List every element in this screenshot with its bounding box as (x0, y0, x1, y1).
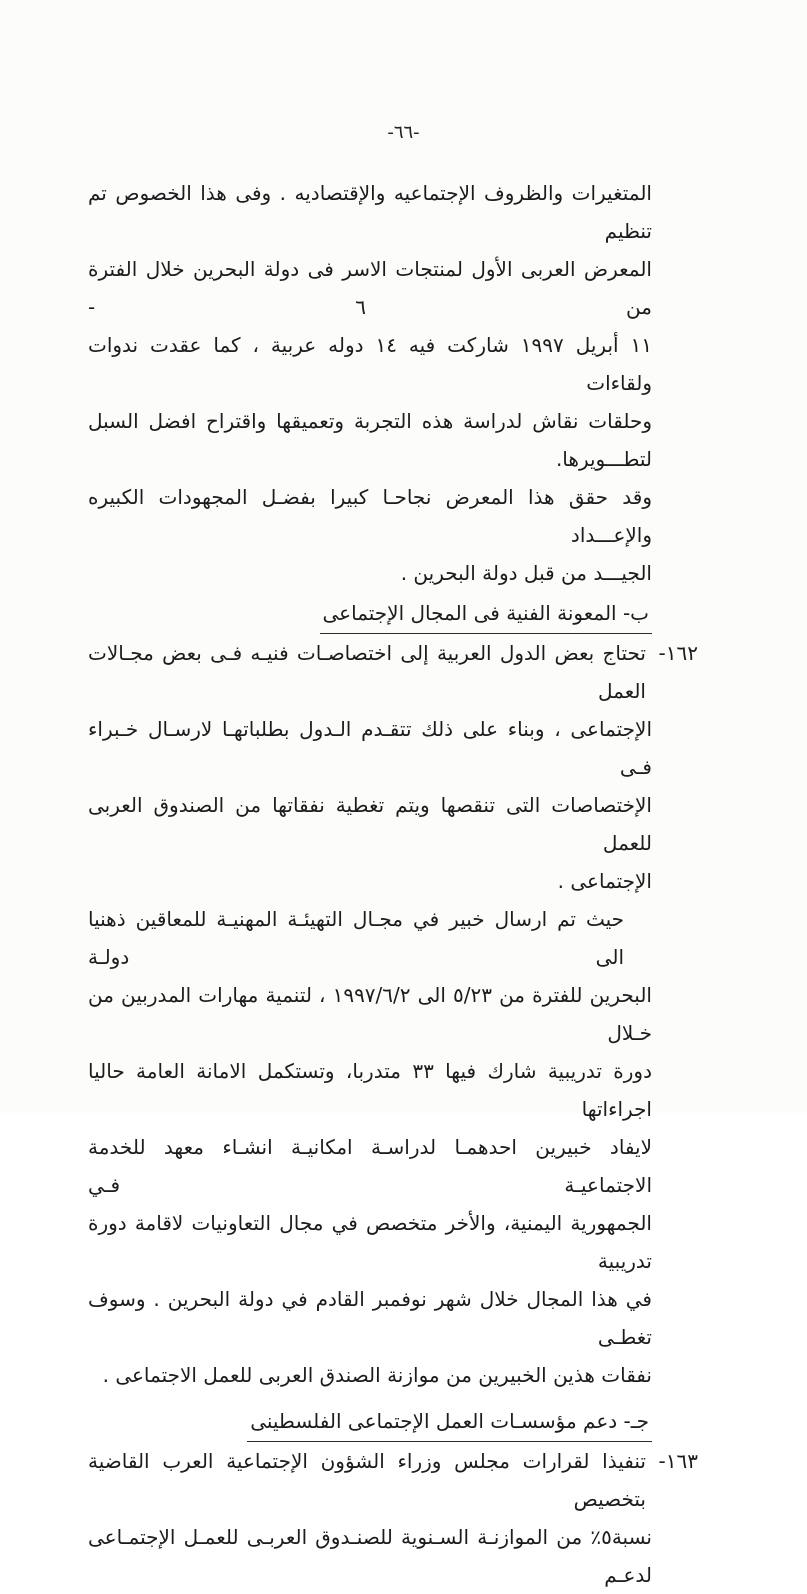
text-line-content: تنفيذا لقرارات مجلس وزراء الشؤون الإجتماعية العرب القاضية بتخصيص (88, 1449, 646, 1511)
text-line: نسبة٥٪ من الموازنـة السـنوية للصنـدوق العربـى للعمـل الإجتمـاعى لدعـم (88, 1525, 652, 1587)
text-line: الإجتماعى . (557, 869, 652, 893)
text-line: الإختصاصات التى تنقصها ويتم تغطية نفقاتها من الصندوق العربى للعمل (88, 793, 652, 855)
text-line: ١١ أبريل ١٩٩٧ شاركت فيه ١٤ دوله عربية ، كما عقدت ندوات ولقاءات (88, 333, 652, 395)
text-line: المعرض العربى الأول لمنتجات الاسر فى دولة البحرين خلال الفترة من ٦ - (88, 257, 652, 319)
text-line (88, 1442, 698, 1518)
text-line: نفقات هذين الخبيرين من موازنة الصندق العربى للعمل الاجتماعى . (102, 1363, 652, 1387)
text-line: البحرين للفترة من ٥/٢٣ الى ١٩٩٧/٦/٢ ، لتنمية مهارات المدربين من خـلال (88, 983, 652, 1045)
text-line: لايفاد خبيرين احدهمـا لدراسـة امكانيـة انشـاء معهد للخدمة الاجتماعيـة فـي (88, 1135, 652, 1197)
paragraph-number: ١٦٢- (658, 641, 698, 665)
paragraph-expert-dispatch (88, 900, 652, 1394)
text-line: المتغيرات والظروف الإجتماعيه والإقتصاديه . وفى هذا الخصوص تم تنظيم (88, 181, 652, 243)
text-line: وحلقات نقاش لدراسة هذه التجربة وتعميقها واقتراح افضل السبل لتطـــويرها. (88, 409, 652, 471)
text-line (88, 634, 698, 710)
section-heading-c (88, 1402, 652, 1442)
text-line: في هذا المجال خلال شهر نوفمبر القادم في دولة البحرين . وسوف تغطـى (88, 1287, 652, 1349)
section-heading-b (88, 594, 652, 634)
text-line: الجيـــد من قبل دولة البحرين . (400, 561, 652, 585)
section-heading-b-label: ب- المعونة الفنية فى المجال الإجتماعى (320, 596, 652, 634)
text-line: دورة تدريبية شارك فيها ٣٣ متدربا، وتستكمل الامانة العامة حاليا اجراءاتها (88, 1059, 652, 1121)
text-column (88, 174, 698, 1594)
page-number: -٦٦- (387, 122, 420, 143)
paragraph-intro (88, 174, 652, 592)
text-line: الجمهورية اليمنية، والأخر متخصص في مجال التعاونيات لاقامة دورة تدريبية (88, 1211, 652, 1273)
text-line: وقد حقق هذا المعرض نجاحـا كبيرا بفضـل المجهودات الكبيره والإعـــداد (88, 485, 652, 547)
text-line-content: تحتاج بعض الدول العربية إلى اختصاصـات فنيـه فـى بعض مجـالات العمل (88, 641, 646, 703)
paragraph-number: ١٦٣- (658, 1449, 698, 1473)
text-line: حيث تم ارسال خبير في مجـال التهيئـة المهنيـة للمعاقين ذهنيا الى دولـة (88, 907, 624, 969)
text-line: الإجتماعى ، وبناء على ذلك تتقـدم الـدول بطلباتهـا لارسـال خـبراء فـى (88, 717, 652, 779)
paragraph-163 (88, 1442, 698, 1594)
paragraph-162 (88, 634, 698, 900)
section-heading-c-label: جـ- دعم مؤسسـات العمل الإجتماعى الفلسطينى (247, 1404, 652, 1442)
